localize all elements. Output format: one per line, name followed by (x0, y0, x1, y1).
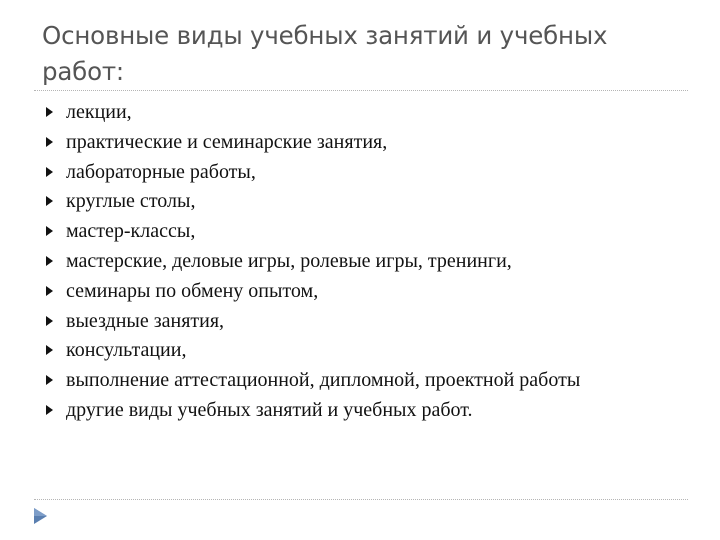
triangle-right-icon (46, 226, 53, 236)
bullet-list (46, 101, 686, 429)
triangle-right-icon (46, 256, 53, 266)
list-item: семинары по обмену опытом, (46, 280, 686, 302)
triangle-right-icon (46, 345, 53, 355)
list-item: мастер-классы, (46, 220, 686, 242)
slide-title: Основные виды учебных занятий и учебных работ: (42, 21, 608, 86)
list-item: мастерские, деловые игры, ролевые игры, тренинги, (46, 250, 686, 272)
triangle-right-icon (46, 107, 53, 117)
triangle-right-icon (46, 167, 53, 177)
triangle-right-icon (46, 196, 53, 206)
triangle-right-icon (46, 316, 53, 326)
triangle-right-icon (46, 137, 53, 147)
triangle-right-icon (46, 375, 53, 385)
title-divider (34, 90, 688, 91)
list-item: выездные занятия, (46, 310, 686, 332)
triangle-right-icon (46, 286, 53, 296)
list-item: выполнение аттестационной, дипломной, проектной работы (46, 369, 686, 391)
list-item: практические и семинарские занятия, (46, 131, 686, 153)
list-item: консультации, (46, 339, 686, 361)
list-item: круглые столы, (46, 190, 686, 212)
play-arrow-icon[interactable] (32, 507, 48, 525)
list-item: лекции, (46, 101, 686, 123)
footer-divider (34, 499, 688, 500)
triangle-right-icon (46, 405, 53, 415)
list-item: лабораторные работы, (46, 161, 686, 183)
list-item: другие виды учебных занятий и учебных работ. (46, 399, 686, 421)
